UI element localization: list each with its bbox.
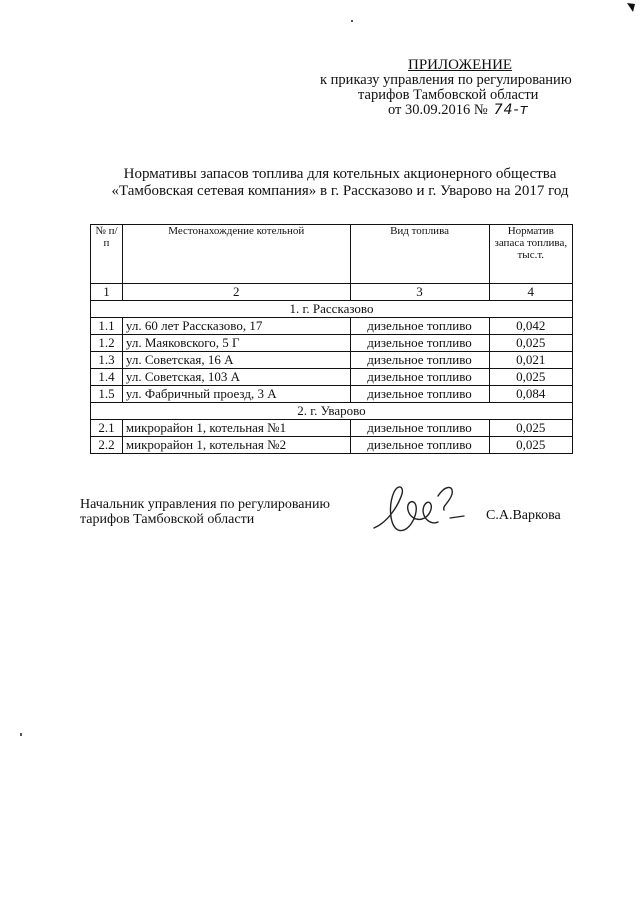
position-line-2: тарифов Тамбовской области bbox=[80, 512, 255, 527]
table-row bbox=[91, 386, 573, 403]
position-line-1: Начальник управления по регулированию bbox=[80, 497, 330, 512]
row-norm: 0,025 bbox=[489, 437, 572, 454]
row-num: 1.3 bbox=[91, 352, 123, 369]
row-fuel: дизельное топливо bbox=[350, 437, 489, 454]
row-fuel: дизельное топливо bbox=[350, 335, 489, 352]
row-location: ул. 60 лет Рассказово, 17 bbox=[122, 318, 350, 335]
index-cell: 4 bbox=[489, 284, 572, 301]
corner-mark-icon bbox=[626, 2, 636, 14]
handwritten-signature bbox=[368, 476, 478, 542]
row-norm: 0,084 bbox=[489, 386, 572, 403]
scan-speck bbox=[351, 20, 353, 22]
row-num: 1.1 bbox=[91, 318, 123, 335]
row-location: ул. Фабричный проезд, 3 А bbox=[122, 386, 350, 403]
row-num: 1.2 bbox=[91, 335, 123, 352]
group-row bbox=[91, 301, 573, 318]
row-norm: 0,025 bbox=[489, 369, 572, 386]
row-location: микрорайон 1, котельная №1 bbox=[122, 420, 350, 437]
appendix-header bbox=[300, 58, 600, 118]
group-row bbox=[91, 403, 573, 420]
row-location: ул. Маяковского, 5 Г bbox=[122, 335, 350, 352]
row-fuel: дизельное топливо bbox=[350, 369, 489, 386]
table-row bbox=[91, 369, 573, 386]
order-reference: к приказу управления по регулированию bbox=[320, 72, 572, 88]
row-location: ул. Советская, 16 А bbox=[122, 352, 350, 369]
table-row bbox=[91, 335, 573, 352]
appendix-title: ПРИЛОЖЕНИЕ bbox=[408, 57, 513, 73]
order-date-number bbox=[300, 103, 600, 118]
table-header-row bbox=[91, 225, 573, 284]
index-cell: 1 bbox=[91, 284, 123, 301]
table-row bbox=[91, 437, 573, 454]
row-fuel: дизельное топливо bbox=[350, 386, 489, 403]
row-fuel: дизельное топливо bbox=[350, 352, 489, 369]
row-fuel: дизельное топливо bbox=[350, 420, 489, 437]
row-num: 2.1 bbox=[91, 420, 123, 437]
row-num: 1.4 bbox=[91, 369, 123, 386]
table-row bbox=[91, 318, 573, 335]
order-authority: тарифов Тамбовской области bbox=[358, 87, 539, 103]
title-line-2: «Тамбовская сетевая компания» в г. Рассказово и г. Уварово на 2017 год bbox=[111, 183, 569, 199]
fuel-norms-table bbox=[90, 224, 573, 454]
row-norm: 0,021 bbox=[489, 352, 572, 369]
order-date: от 30.09.2016 № bbox=[388, 102, 488, 118]
title-line-1: Нормативы запасов топлива для котельных акционерного общества bbox=[123, 166, 557, 182]
header-num: № п/п bbox=[91, 225, 123, 284]
row-norm: 0,025 bbox=[489, 420, 572, 437]
scan-speck bbox=[20, 733, 22, 736]
row-norm: 0,025 bbox=[489, 335, 572, 352]
signatory-position bbox=[80, 497, 330, 527]
index-cell: 2 bbox=[122, 284, 350, 301]
row-norm: 0,042 bbox=[489, 318, 572, 335]
row-location: микрорайон 1, котельная №2 bbox=[122, 437, 350, 454]
header-fuel: Вид топлива bbox=[350, 225, 489, 284]
row-num: 1.5 bbox=[91, 386, 123, 403]
header-norm: Норматив запаса топлива, тыс.т. bbox=[489, 225, 572, 284]
row-num: 2.2 bbox=[91, 437, 123, 454]
group-title: 2. г. Уварово bbox=[91, 403, 573, 420]
signatory-name: С.А.Варкова bbox=[486, 508, 561, 523]
table-row bbox=[91, 352, 573, 369]
table-row bbox=[91, 420, 573, 437]
header-location: Местонахождение котельной bbox=[122, 225, 350, 284]
table-body bbox=[91, 284, 573, 454]
handwritten-order-number: 74-т bbox=[493, 102, 529, 118]
group-title: 1. г. Рассказово bbox=[91, 301, 573, 318]
row-location: ул. Советская, 103 А bbox=[122, 369, 350, 386]
document-title bbox=[60, 166, 620, 200]
row-fuel: дизельное топливо bbox=[350, 318, 489, 335]
column-index-row bbox=[91, 284, 573, 301]
index-cell: 3 bbox=[350, 284, 489, 301]
